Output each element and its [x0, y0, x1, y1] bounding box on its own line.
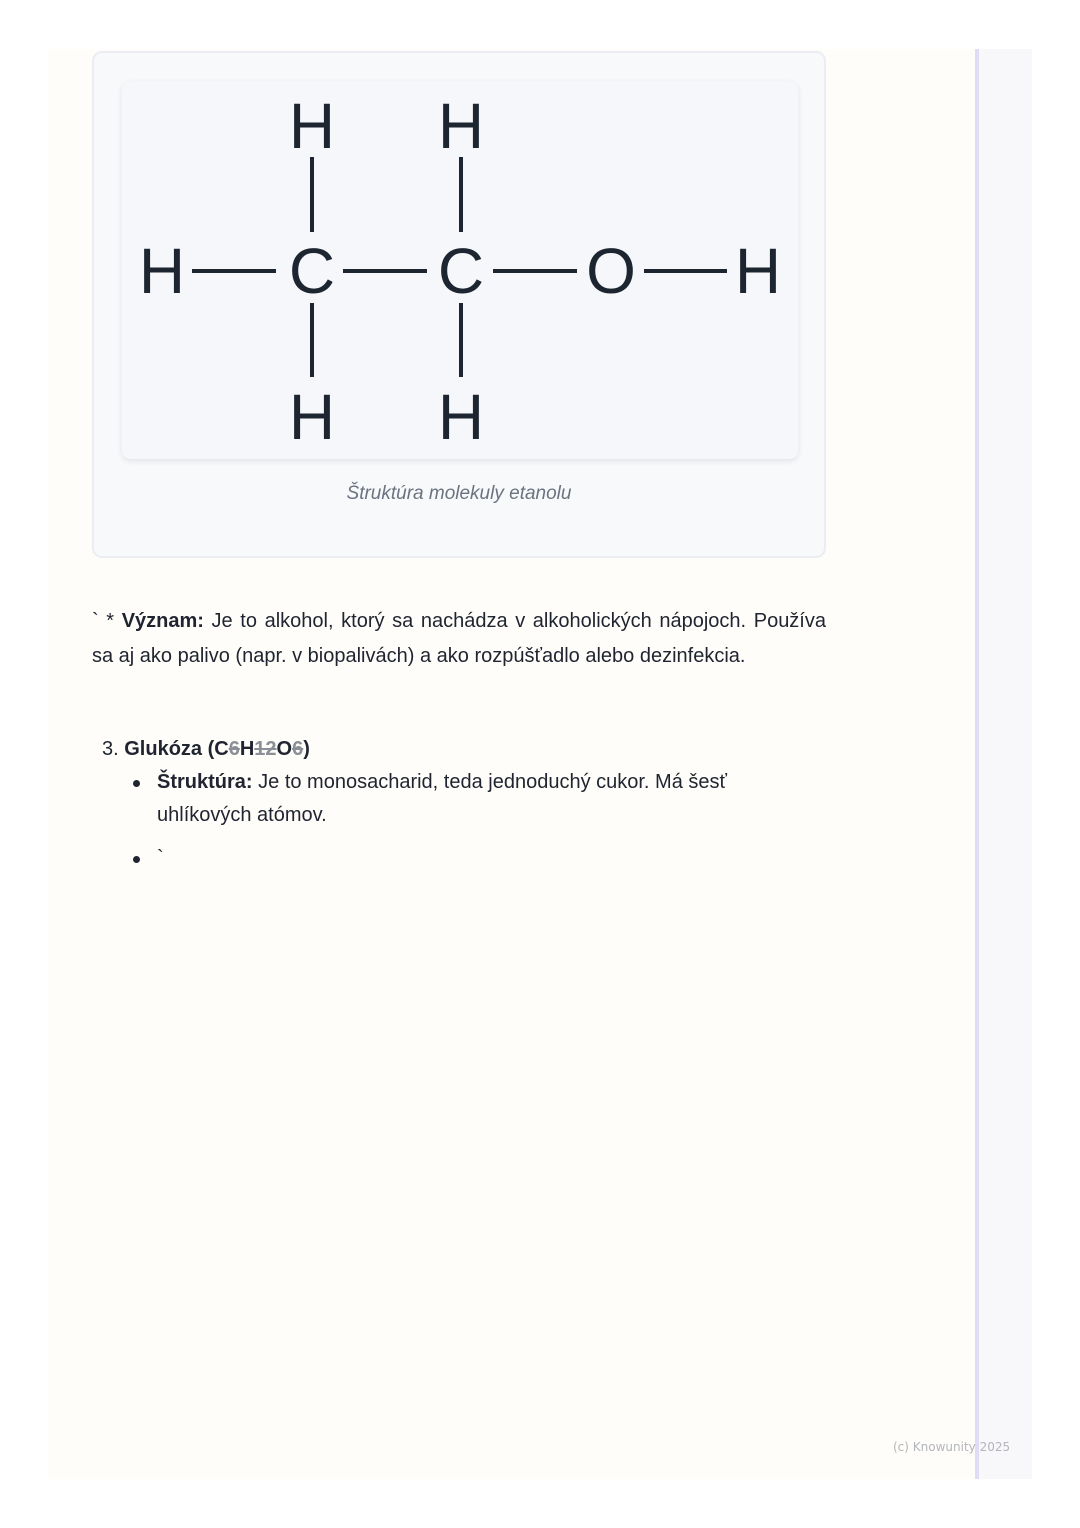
- atom-h: H: [437, 90, 485, 162]
- formula-o: O: [276, 738, 293, 760]
- atom-h: H: [288, 381, 336, 453]
- atom-c: C: [437, 235, 485, 307]
- list-number: 3.: [102, 738, 119, 760]
- list-item-glucose: [102, 734, 782, 764]
- atom-h: H: [288, 90, 336, 162]
- title-text: Glukóza (C: [124, 738, 229, 760]
- structure-label: Štruktúra:: [157, 771, 253, 793]
- figure-caption: Štruktúra molekuly etanolu: [346, 483, 572, 504]
- meaning-paragraph: [92, 604, 826, 674]
- molecule-diagram: [122, 81, 798, 459]
- formula-h: H: [239, 738, 255, 760]
- atom-h: H: [734, 235, 782, 307]
- structure-text: Je to monosacharid, teda jednoduchý cukor. Má šesť uhlíkových atómov.: [157, 771, 728, 826]
- paragraph-prefix: ` *: [92, 610, 122, 632]
- bullet-item-structure: [102, 766, 782, 832]
- atom-o: O: [586, 235, 636, 307]
- ethanol-structure-image: [122, 81, 798, 459]
- meaning-label: Význam:: [121, 610, 204, 632]
- figure-card: [92, 51, 826, 558]
- subscript-6: 6: [228, 738, 240, 760]
- side-strip: [975, 49, 1032, 1479]
- atom-h: H: [138, 235, 186, 307]
- numbered-list: [102, 734, 782, 875]
- backtick-text: `: [157, 847, 164, 869]
- meaning-text: Je to alkohol, ktorý sa nachádza v alkoholických nápojoch. Používa sa aj ako palivo (napr. v biopalivách) a ako rozpúšťadlo alebo dezinfekcia.: [92, 610, 826, 667]
- subscript-6: 6: [292, 738, 304, 760]
- copyright-footer: (c) Knowunity 2025: [893, 1440, 1011, 1454]
- bullet-item-empty: [102, 842, 782, 875]
- atom-c: C: [288, 235, 336, 307]
- bullet-list: [102, 766, 782, 875]
- subscript-12: 12: [254, 738, 277, 760]
- glucose-title: [124, 738, 310, 760]
- formula-close-paren: ): [303, 738, 310, 760]
- atom-h: H: [437, 381, 485, 453]
